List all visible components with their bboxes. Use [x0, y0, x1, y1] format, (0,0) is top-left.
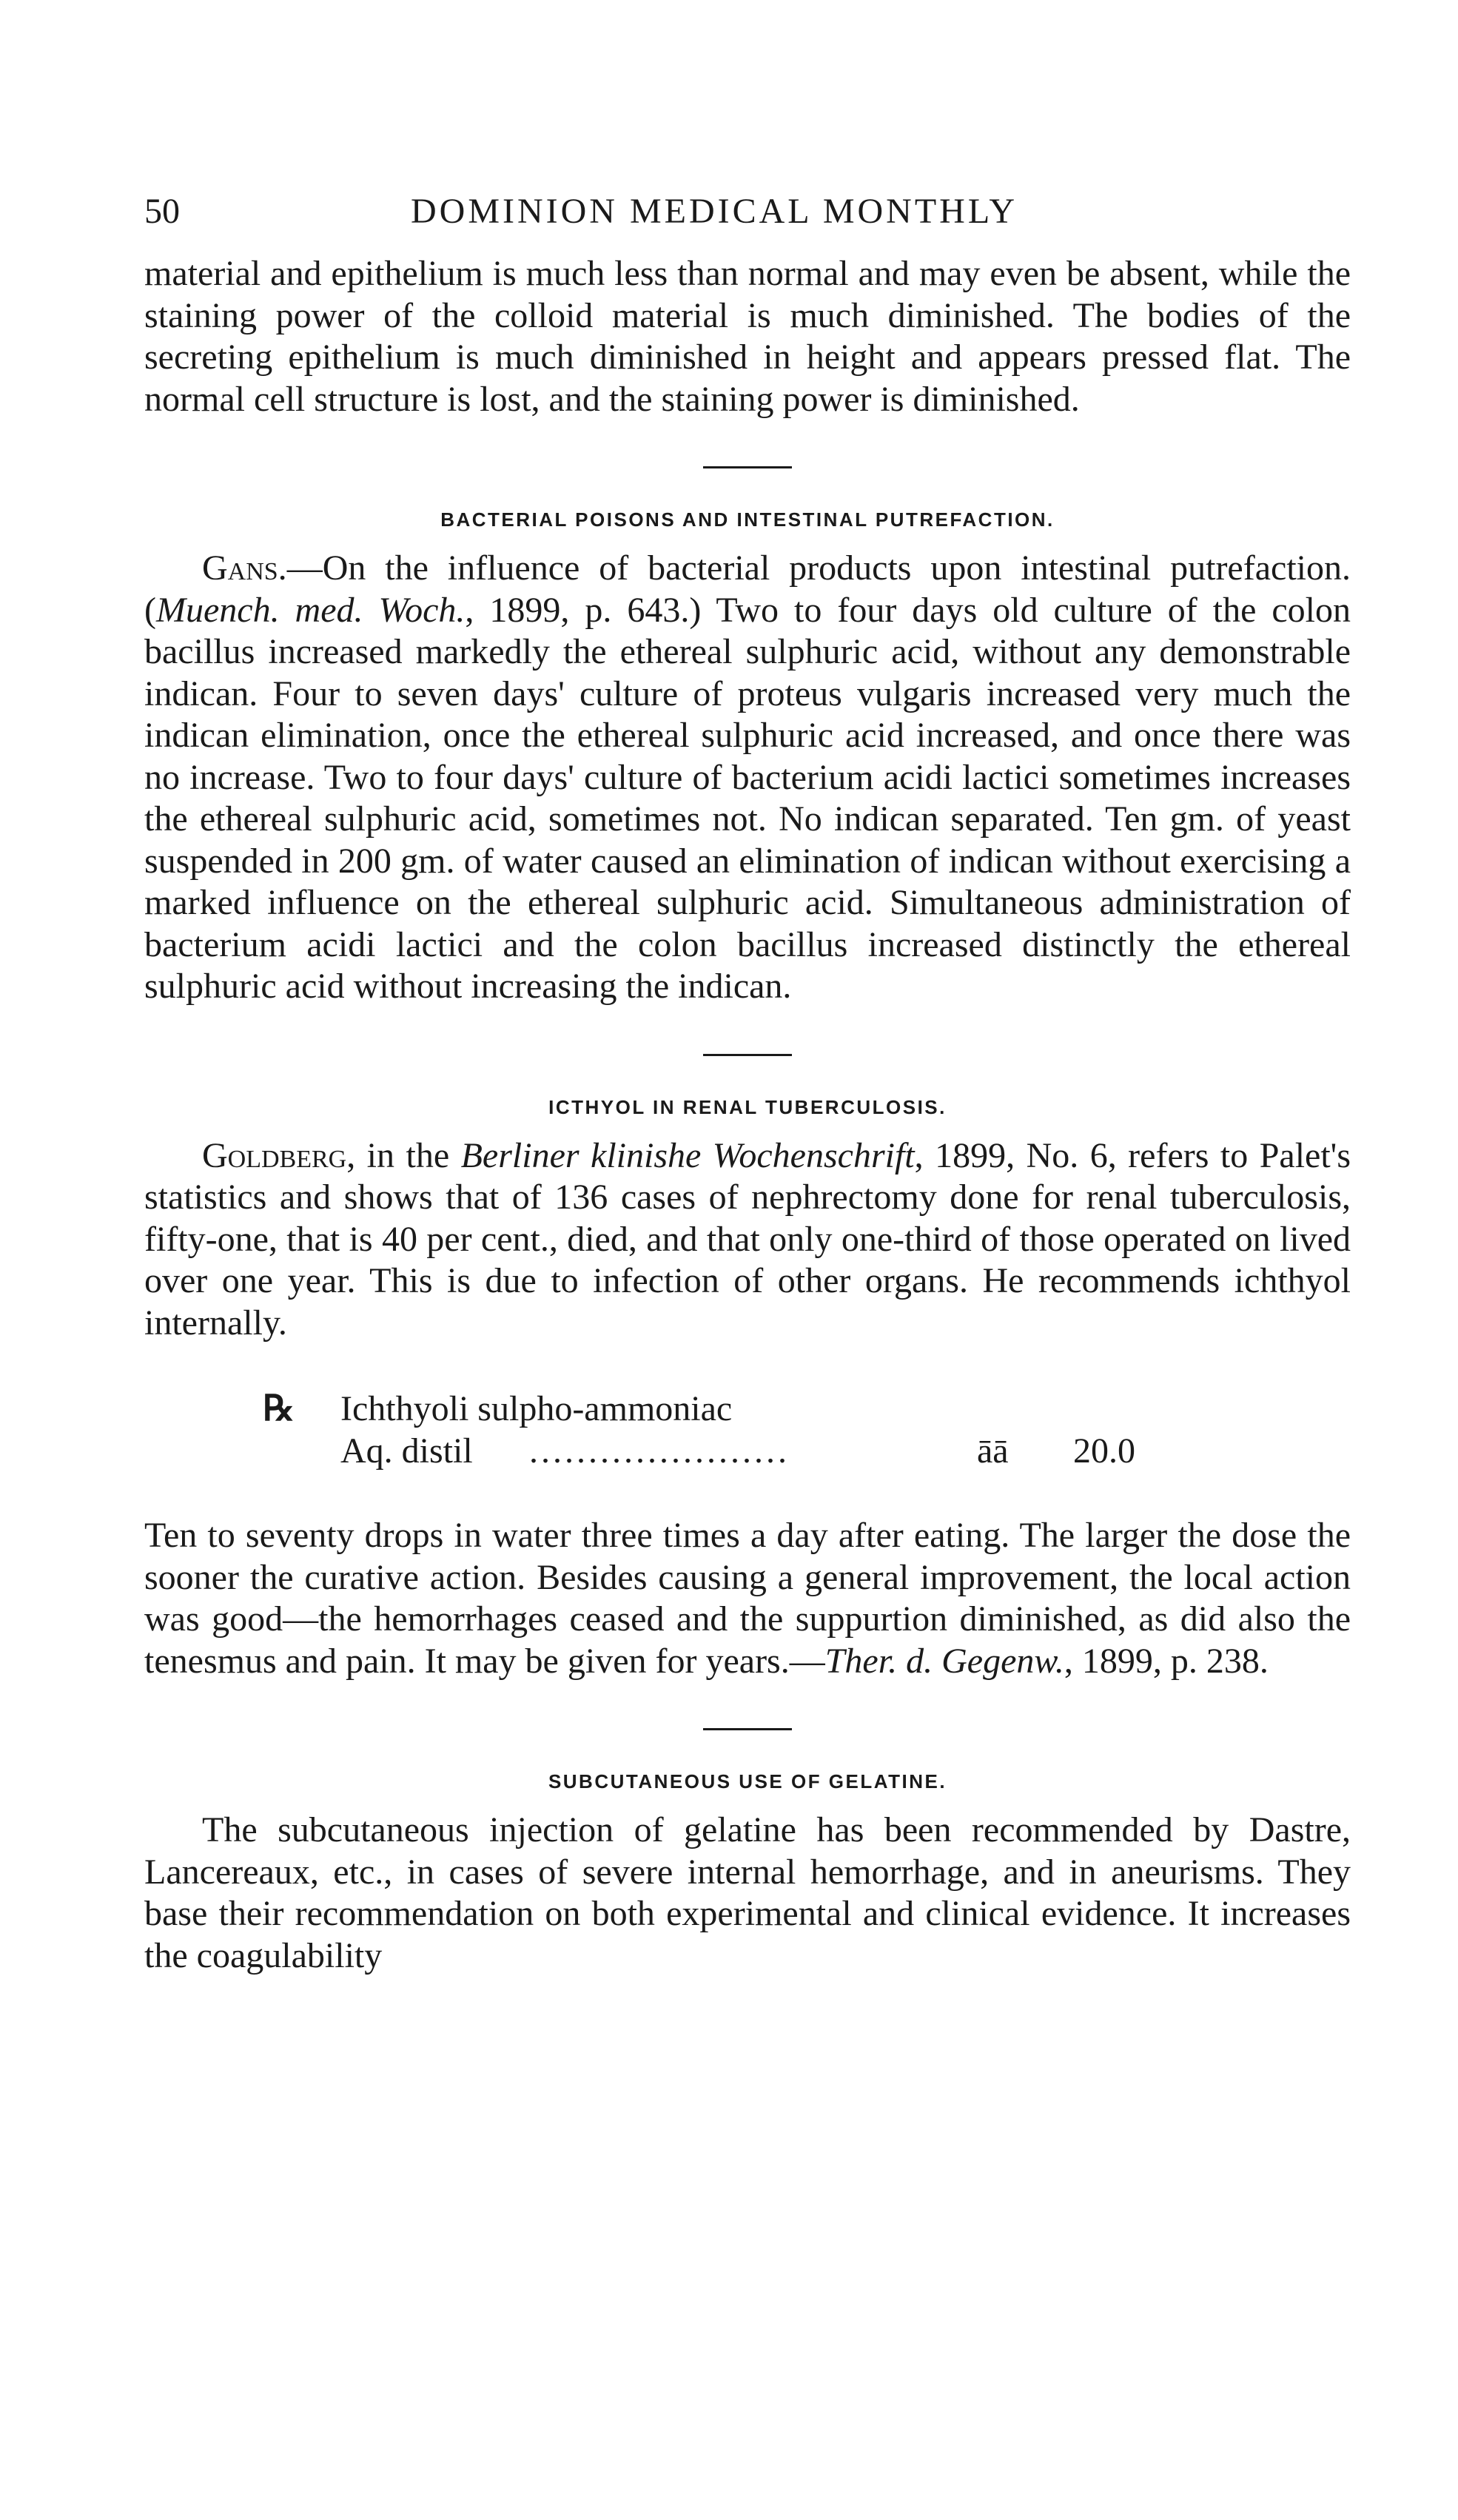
prescription-ingredient: Ichthyoli sulpho-ammoniac	[340, 1389, 733, 1428]
section-heading-gelatine: SUBCUTANEOUS USE OF GELATINE.	[548, 1770, 947, 1792]
author-name: Gans.	[202, 548, 287, 588]
icthyol-paragraph	[144, 1135, 1351, 1345]
citation: Ther. d. Gegenw.	[824, 1641, 1064, 1681]
recipe-symbol: ℞	[263, 1389, 295, 1428]
page-number: 50	[144, 192, 180, 231]
paragraph-text: Ten to seventy drops in water three times a day after eating. The larger the dose the sooner the curative action. Besides causing a general improvement, the local action was good—the hemorrhages ceased and the suppurtion diminished, as did also the tenesmus and pain. It may be given for years.—	[144, 1516, 1351, 1681]
document-page	[144, 185, 1351, 1977]
prescription-ana: āā	[977, 1431, 1009, 1471]
section-divider	[703, 1728, 792, 1730]
paragraph-text: , 1899, p. 238.	[1064, 1641, 1269, 1681]
section-heading-bacterial-poisons: BACTERIAL POISONS AND INTESTINAL PUTREFACTION.	[440, 508, 1055, 531]
section-divider	[703, 466, 792, 468]
citation: Muench. med. Woch.	[155, 590, 466, 630]
prescription-dose: 20.0	[1073, 1431, 1135, 1471]
paragraph-text: , 1899, p. 643.) Two to four days old culture of the colon bacillus increased markedly the ethereal sulphuric acid, without any demonstrable indican. Four to seven days' culture of proteus vulgaris increased very much the indican elimination, once the ethereal sulphuric acid increased, and once there was no increase. Two to four days' culture of bacterium acidi lactici sometimes increases the ethereal sulphuric acid, sometimes not. No indican separated. Ten gm. of yeast suspended in 200 gm. of water caused an elimination of indican without exercising a marked influence on the ethereal sulphuric acid. Simultaneous administration of bacterium acidi lactici and the colon bacillus increased distinctly the ethereal sulphuric acid without increasing the indican.	[144, 590, 1351, 1006]
prescription-ingredient: Aq. distil	[340, 1431, 473, 1471]
paragraph-text: , in the	[346, 1135, 461, 1175]
bacterial-poisons-paragraph	[144, 548, 1351, 1008]
section-divider	[703, 1054, 792, 1056]
paragraph-text: —On the influence of bacterial products upon intestinal putrefaction. (	[144, 548, 1351, 630]
prescription	[144, 1388, 1351, 1472]
icthyol-dosage-paragraph	[144, 1515, 1351, 1682]
running-header	[144, 185, 1351, 237]
paragraph-text: , 1899, No. 6, refers to Palet's statistics and shows that of 136 cases of nephrectomy done for renal tuberculosis, fifty-one, that is 40 per cent., died, and that only one-third of those operated on lived over one year. This is due to infection of other organs. He recommends ichthyol internally.	[144, 1135, 1351, 1343]
intro-paragraph: material and epithelium is much less than normal and may even be absent, while the staining power of the colloid material is much diminished. The bodies of the secreting epithelium is much diminished in height and appears pressed flat. The normal cell structure is lost, and the staining power is diminished.	[144, 254, 1351, 419]
prescription-line	[144, 1388, 1351, 1431]
gelatine-paragraph: The subcutaneous injection of gelatine has been recommended by Dastre, Lancereaux, etc., in cases of severe internal hemorrhage, and in aneurisms. They base their recommendation on both experimental and clinical evidence. It increases the coagulability	[144, 1810, 1351, 1975]
journal-title: DOMINION MEDICAL MONTHLY	[411, 192, 1018, 231]
section-heading-icthyol: ICTHYOL IN RENAL TUBERCULOSIS.	[548, 1095, 947, 1118]
citation: Berliner klinishe Wochenschrift	[460, 1135, 915, 1175]
prescription-line	[144, 1431, 1351, 1473]
leader-dots: ......................	[529, 1431, 790, 1471]
author-name: Goldberg	[202, 1135, 347, 1175]
